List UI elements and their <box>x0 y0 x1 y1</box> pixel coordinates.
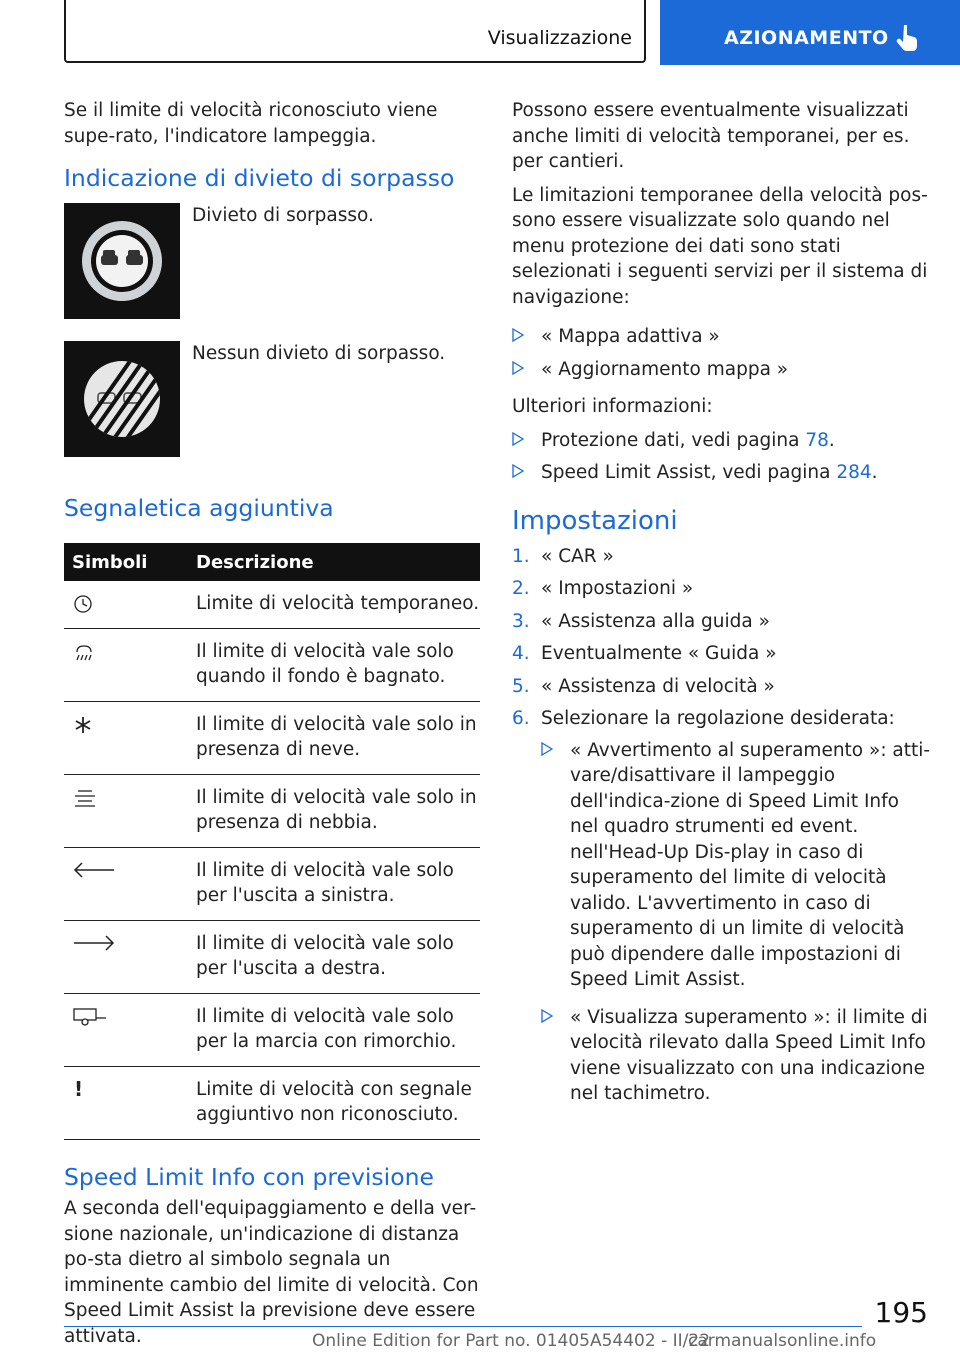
reference-links-list <box>512 428 932 486</box>
table-cell-description: Limite di velocità con segnale aggiuntivo non riconosciuto. <box>196 1067 480 1140</box>
trailer-icon <box>72 1006 108 1028</box>
right-column <box>512 98 932 1119</box>
list-item: « Aggiornamento mappa » <box>512 357 932 383</box>
table-row <box>64 629 480 702</box>
column-header-simboli: Simboli <box>64 543 196 581</box>
footer-divider <box>64 1326 862 1327</box>
list-item: Speed Limit Assist, vedi pagina 284. <box>512 460 932 486</box>
page-link-78[interactable]: 78 <box>805 429 829 451</box>
bullet-triangle-icon <box>541 1009 553 1023</box>
list-item: 3. « Assistenza alla guida » <box>512 610 770 632</box>
table-cell-description: Limite di velocità temporaneo. <box>196 581 480 629</box>
heading-sorpasso: Indicazione di divieto di sorpasso <box>64 164 455 192</box>
bullet-triangle-icon <box>541 742 553 756</box>
bullet-triangle-icon <box>512 361 524 375</box>
header-chapter-tab <box>660 0 960 65</box>
list-item: Protezione dati, vedi pagina 78. <box>512 428 932 454</box>
edition-footer: Online Edition for Part no. 01405A54402 - II/22 <box>312 1331 711 1351</box>
watermark-text: carmanualsonline.info <box>688 1331 877 1351</box>
heading-previsione: Speed Limit Info con previsione <box>64 1163 434 1191</box>
table-row <box>64 581 480 629</box>
chapter-title: AZIONAMENTO <box>724 27 889 49</box>
rain-icon <box>72 641 96 665</box>
left-column <box>64 98 480 1363</box>
fog-icon <box>72 787 98 811</box>
sign-label-no-overtaking: Divieto di sorpasso. <box>192 205 374 226</box>
header-section-tab <box>64 0 646 63</box>
section-title: Visualizzazione <box>487 27 632 49</box>
list-item: 2. « Impostazioni » <box>512 578 694 599</box>
bullet-triangle-icon <box>512 464 524 478</box>
settings-steps-list <box>512 544 932 1107</box>
clock-icon <box>72 593 94 615</box>
more-info-label: Ulteriori informazioni: <box>512 396 713 417</box>
column-header-descrizione: Descrizione <box>196 543 480 581</box>
table-header-row <box>64 543 480 581</box>
table-row <box>64 702 480 775</box>
hand-pointer-icon <box>896 24 920 52</box>
list-item: « Mappa adattiva » <box>512 324 932 350</box>
table-row <box>64 994 480 1067</box>
list-item: « Avvertimento al superamento »: atti-vare/disattivare il lampeggio dell'indica-zione di Speed Limit Info nel quadro strumenti ed event. nell'Head-Up Dis-play in caso di superamento del limite di velocità valido. L'avvertimento in caso di superamento di un limite di velocità può dipendere dalle impostazioni di Speed Limit Assist. <box>541 738 932 993</box>
snowflake-icon <box>72 714 94 736</box>
services-paragraph: Le limitazioni temporanee della velocità pos-sono essere visualizzate solo quando nel menu protezione dei dati sono stati selezionati i seguenti servizi per il sistema di navigazione: <box>512 184 928 308</box>
sign-row-no-overtaking <box>64 203 480 341</box>
page-number: 195 <box>874 1296 928 1329</box>
heading-segnaletica: Segnaletica aggiuntiva <box>64 494 334 522</box>
end-no-overtaking-sign-icon <box>64 341 180 457</box>
exclamation-icon: ! <box>74 1077 84 1101</box>
list-item: 1. « CAR » <box>512 545 614 567</box>
no-overtaking-sign-icon <box>64 203 180 319</box>
bullet-triangle-icon <box>512 328 524 342</box>
sign-row-end-no-overtaking <box>64 341 480 493</box>
table-cell-description: Il limite di velocità vale solo in presenza di nebbia. <box>196 775 480 848</box>
list-item: 5. « Assistenza di velocità » <box>512 675 775 697</box>
heading-impostazioni: Impostazioni <box>512 505 678 536</box>
bullet-triangle-icon <box>512 432 524 446</box>
list-item: 4. Eventualmente « Guida » <box>512 643 777 664</box>
arrow-right-icon <box>72 933 116 953</box>
table-cell-description: Il limite di velocità vale solo per l'uscita a sinistra. <box>196 848 480 921</box>
table-cell-description: Il limite di velocità vale solo quando il fondo è bagnato. <box>196 629 480 702</box>
table-row <box>64 1067 480 1140</box>
temporary-limits-paragraph: Possono essere eventualmente visualizzati anche limiti di velocità temporanei, per es. per cantieri. <box>512 100 910 172</box>
table-cell-description: Il limite di velocità vale solo per l'uscita a destra. <box>196 921 480 994</box>
symbols-table <box>64 543 480 1140</box>
page-link-284[interactable]: 284 <box>836 462 872 483</box>
list-item: 6. Selezionare la regolazione desiderata: « Avvertimento al superamento »: atti-vare/disattivare il lampeggio dell'indica-zione di Speed Limit Info nel quadro strumenti ed event. nell'Head-Up Dis-play in caso di superamento del limite di velocità valido. L'avvertimento in caso di superamento di un limite di velocità può dipendere dalle impostazioni di Speed Limit Assist. « Visualizza superamento »: il limite di velocità rilevato dalla Speed Limit Info viene visualizzato con una indicazione nel tachimetro. <box>512 706 932 1107</box>
table-row <box>64 848 480 921</box>
table-cell-description: Il limite di velocità vale solo per la marcia con rimorchio. <box>196 994 480 1067</box>
services-list <box>512 324 932 382</box>
arrow-left-icon <box>72 860 116 880</box>
intro-paragraph: Se il limite di velocità riconosciuto viene supe-rato, l'indicatore lampeggia. <box>64 100 438 147</box>
table-row <box>64 921 480 994</box>
table-cell-description: Il limite di velocità vale solo in presenza di neve. <box>196 702 480 775</box>
table-row <box>64 775 480 848</box>
options-list <box>541 738 932 1107</box>
previsione-paragraph: A seconda dell'equipaggiamento e della ver-sione nazionale, un'indicazione di distanza po-sta dietro al simbolo segnala un imminente cambio del limite di velocità. Con Speed Limit Assist la previsione deve essere attivata. <box>64 1198 479 1347</box>
list-item: « Visualizza superamento »: il limite di velocità rilevato dalla Speed Limit Info viene visualizzato con una indicazione nel tachimetro. <box>541 1005 932 1107</box>
sign-label-end-no-overtaking: Nessun divieto di sorpasso. <box>192 343 446 364</box>
